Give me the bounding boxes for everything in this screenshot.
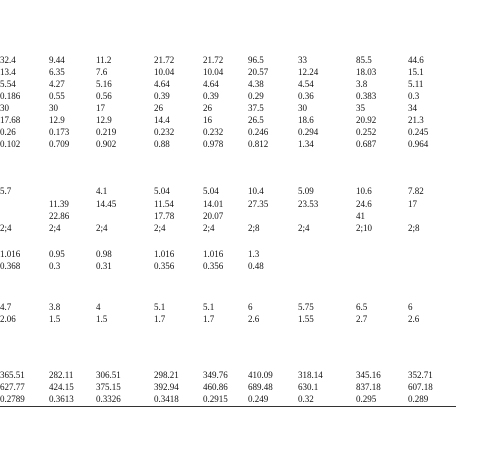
table-cell: 21.72	[154, 55, 175, 65]
table-cell: 10.04	[203, 67, 224, 77]
table-cell: 0.29	[248, 91, 264, 101]
table-cell: 0.687	[356, 139, 377, 149]
table-cell: 7.6	[96, 67, 108, 77]
table-cell: 375.15	[96, 382, 121, 392]
table-cell: 0.98	[96, 249, 112, 259]
table-cell: 11.2	[96, 55, 112, 65]
table-cell: 2;4	[96, 223, 108, 233]
table-cell: 1.55	[298, 314, 314, 324]
table-cell: 3.8	[49, 302, 61, 312]
table-cell: 0.56	[96, 91, 112, 101]
table-cell: 27.35	[248, 199, 269, 209]
table-cell: 0.245	[408, 127, 429, 137]
table-cell: 4.54	[298, 79, 314, 89]
table-cell: 44.6	[408, 55, 424, 65]
table-cell: 1.5	[96, 314, 108, 324]
table-cell: 33	[298, 55, 307, 65]
table-cell: 630.1	[298, 382, 319, 392]
table-cell: 0.32	[298, 394, 314, 404]
table-cell: 0.249	[248, 394, 269, 404]
table-cell: 0.294	[298, 127, 319, 137]
table-cell: 837.18	[356, 382, 381, 392]
table-cell: 13.4	[0, 67, 16, 77]
table-cell: 0.2789	[0, 394, 25, 404]
table-cell: 0.173	[49, 127, 70, 137]
table-cell: 7.82	[408, 186, 424, 196]
table-cell: 0.102	[0, 139, 21, 149]
table-cell: 607.18	[408, 382, 433, 392]
table-cell: 0.3418	[154, 394, 179, 404]
table-cell: 32.4	[0, 55, 16, 65]
table-cell: 14.45	[96, 199, 117, 209]
table-cell: 11.54	[154, 199, 174, 209]
table-cell: 282.11	[49, 370, 74, 380]
table-cell: 0.3613	[49, 394, 74, 404]
table-cell: 298.21	[154, 370, 179, 380]
table-cell: 1.016	[154, 249, 175, 259]
table-cell: 9.44	[49, 55, 65, 65]
table-cell: 1.34	[298, 139, 314, 149]
table-cell: 26	[154, 103, 163, 113]
table-cell: 24.6	[356, 199, 372, 209]
table-cell: 1.016	[203, 249, 224, 259]
table-cell: 30	[0, 103, 9, 113]
table-cell: 1.016	[0, 249, 21, 259]
table-cell: 5.09	[298, 186, 314, 196]
table-cell: 30	[49, 103, 58, 113]
table-cell: 1.7	[203, 314, 215, 324]
table-cell: 23.53	[298, 199, 319, 209]
table-cell: 26	[203, 103, 212, 113]
table-cell: 306.51	[96, 370, 121, 380]
table-cell: 85.5	[356, 55, 372, 65]
table-cell: 41	[356, 211, 365, 221]
table-cell: 37.5	[248, 103, 264, 113]
table-cell: 0.48	[248, 261, 264, 271]
table-cell: 2;8	[248, 223, 260, 233]
table-cell: 5.04	[154, 186, 170, 196]
table-cell: 2.06	[0, 314, 16, 324]
table-cell: 627.77	[0, 382, 25, 392]
table-cell: 0.383	[356, 91, 377, 101]
table-cell: 2;4	[203, 223, 215, 233]
table-cell: 18.03	[356, 67, 377, 77]
table-cell: 3.8	[356, 79, 368, 89]
table-cell: 2;8	[408, 223, 420, 233]
table-cell: 0.232	[154, 127, 175, 137]
table-cell: 17	[408, 199, 417, 209]
table-cell: 2.6	[408, 314, 420, 324]
table-cell: 0.709	[49, 139, 70, 149]
table-cell: 0.368	[0, 261, 21, 271]
table-cell: 10.6	[356, 186, 372, 196]
table-cell: 689.48	[248, 382, 273, 392]
table-cell: 365.51	[0, 370, 25, 380]
table-cell: 0.232	[203, 127, 224, 137]
table-cell: 26.5	[248, 115, 264, 125]
table-cell: 2;4	[154, 223, 166, 233]
table-cell: 20.07	[203, 211, 224, 221]
table-cell: 352.71	[408, 370, 433, 380]
table-cell: 17.78	[154, 211, 175, 221]
table-cell: 0.252	[356, 127, 377, 137]
table-cell: 5.1	[154, 302, 166, 312]
table-cell: 6.5	[356, 302, 368, 312]
table-cell: 5.16	[96, 79, 112, 89]
table-cell: 5.1	[203, 302, 215, 312]
table-cell: 4.7	[0, 302, 12, 312]
table-cell: 0.812	[248, 139, 269, 149]
table-cell: 34	[408, 103, 417, 113]
table-cell: 12.9	[49, 115, 65, 125]
table-cell: 392.94	[154, 382, 179, 392]
table-cell: 0.55	[49, 91, 65, 101]
table-cell: 2.7	[356, 314, 368, 324]
table-cell: 0.31	[96, 261, 112, 271]
table-cell: 1.7	[154, 314, 166, 324]
table-cell: 0.356	[154, 261, 175, 271]
table-cell: 5.75	[298, 302, 314, 312]
table-cell: 20.57	[248, 67, 269, 77]
table-cell: 10.04	[154, 67, 175, 77]
table-cell: 1.3	[248, 249, 260, 259]
table-cell: 0.39	[154, 91, 170, 101]
table-cell: 96.5	[248, 55, 264, 65]
table-cell: 0.246	[248, 127, 269, 137]
table-cell: 0.356	[203, 261, 224, 271]
table-cell: 21.3	[408, 115, 424, 125]
table-cell: 0.186	[0, 91, 21, 101]
table-cell: 0.26	[0, 127, 16, 137]
table-cell: 18.6	[298, 115, 314, 125]
table-cell: 11.39	[49, 199, 69, 209]
table-cell: 14.01	[203, 199, 224, 209]
table-cell: 0.964	[408, 139, 429, 149]
table-cell: 0.36	[298, 91, 314, 101]
table-cell: 0.3326	[96, 394, 121, 404]
table-cell: 22.86	[49, 211, 70, 221]
table-cell: 4	[96, 302, 101, 312]
table-cell: 14.4	[154, 115, 170, 125]
table-cell: 6.35	[49, 67, 65, 77]
table-cell: 410.09	[248, 370, 273, 380]
table-cell: 0.978	[203, 139, 224, 149]
table-cell: 0.2915	[203, 394, 228, 404]
table-cell: 21.72	[203, 55, 224, 65]
table-cell: 2;4	[0, 223, 12, 233]
table-cell: 16	[203, 115, 212, 125]
table-cell: 0.95	[49, 249, 65, 259]
table-cell: 12.24	[298, 67, 319, 77]
table-cell: 2.6	[248, 314, 260, 324]
table-cell: 4.1	[96, 186, 108, 196]
table-cell: 6	[248, 302, 253, 312]
table-cell: 5.04	[203, 186, 219, 196]
table-cell: 5.11	[408, 79, 424, 89]
table-cell: 10.4	[248, 186, 264, 196]
table-cell: 2;4	[49, 223, 61, 233]
table-cell: 4.27	[49, 79, 65, 89]
table-cell: 4.64	[203, 79, 219, 89]
table-cell: 0.39	[203, 91, 219, 101]
table-cell: 20.92	[356, 115, 377, 125]
table-cell: 2;10	[356, 223, 373, 233]
table-cell: 17	[96, 103, 105, 113]
table-cell: 4.38	[248, 79, 264, 89]
table-cell: 2;4	[298, 223, 310, 233]
table-cell: 318.14	[298, 370, 323, 380]
table-cell: 17.68	[0, 115, 21, 125]
table-cell: 349.76	[203, 370, 228, 380]
table-cell: 0.902	[96, 139, 117, 149]
table-cell: 0.3	[49, 261, 61, 271]
table-cell: 0.295	[356, 394, 377, 404]
table-cell: 0.289	[408, 394, 429, 404]
table-cell: 5.7	[0, 186, 12, 196]
table-cell: 0.3	[408, 91, 420, 101]
table-cell: 30	[298, 103, 307, 113]
table-cell: 6	[408, 302, 413, 312]
table-cell: 4.64	[154, 79, 170, 89]
table-cell: 1.5	[49, 314, 61, 324]
table-cell: 12.9	[96, 115, 112, 125]
table-cell: 0.219	[96, 127, 117, 137]
table-cell: 5.54	[0, 79, 16, 89]
table-cell: 35	[356, 103, 365, 113]
table-cell: 345.16	[356, 370, 381, 380]
table-cell: 424.15	[49, 382, 74, 392]
table-cell: 15.1	[408, 67, 424, 77]
table-cell: 460.86	[203, 382, 228, 392]
table-bottom-rule	[0, 406, 456, 407]
table-cell: 0.88	[154, 139, 170, 149]
